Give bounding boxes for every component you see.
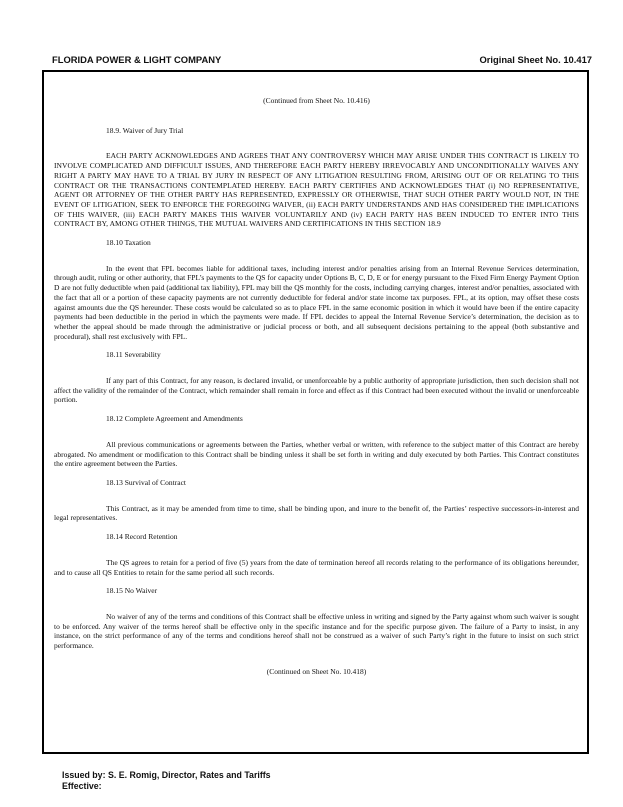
company-name: FLORIDA POWER & LIGHT COMPANY [52,54,222,65]
effective-date: Effective: [62,781,102,791]
document-body [54,96,579,676]
section-body-18-12: All previous communications or agreements between the Parties, whether verbal or written, with reference to the subject matter of this Contract are hereby abrogated. No amendment or modification to this Contract shall be binding unless it shall be set forth in writing and duly executed by both Parties. This Contract constitutes the entire agreement between the Parties. [54,439,579,469]
section-body-18-9: EACH PARTY ACKNOWLEDGES AND AGREES THAT ANY CONTROVERSY WHICH MAY ARISE UNDER THIS CONTRACT IS LIKELY TO INVOLVE COMPLICATED AND DIFFICULT ISSUES, AND THEREFORE EACH PARTY HEREBY IRREVOCABLY AND UNCONDITIONALLY WAIVES ANY RIGHT A PARTY MAY HAVE TO A TRIAL BY JURY IN RESPECT OF ANY LITIGATION RESULTING FROM, ARISING OUT OF OR RELATING TO THIS CONTRACT OR THE TRANSACTIONS CONTEMPLATED HEREBY. EACH PARTY CERTIFIES AND ACKNOWLEDGES THAT (i) NO REPRESENTATIVE, AGENT OR ATTORNEY OF THE OTHER PARTY HAS REPRESENTED, EXPRESSLY OR OTHERWISE, THAT SUCH OTHER PARTY WOULD NOT, IN THE EVENT OF LITIGATION, SEEK TO ENFORCE THE FOREGOING WAIVER, (ii) EACH PARTY UNDERSTANDS AND HAS CONSIDERED THE IMPLICATIONS OF THIS WAIVER, (iii) EACH PARTY MAKES THIS WAIVER VOLUNTARILY AND (iv) EACH PARTY HAS BEEN INDUCED TO ENTER INTO THIS CONTRACT BY, AMONG OTHER THINGS, THE MUTUAL WAIVERS AND CERTIFICATIONS IN THIS SECTION 18.9 [54,151,579,229]
section-heading-18-13: 18.13 Survival of Contract [106,477,186,487]
sheet-number: Original Sheet No. 10.417 [479,54,592,65]
section-body-18-14: The QS agrees to retain for a period of five (5) years from the date of termination hereof all records relating to the performance of its obligations hereunder, and to cause all QS Entities to retain for the same period all such records. [54,557,579,577]
section-heading-18-10: 18.10 Taxation [106,238,151,248]
section-body-18-11: If any part of this Contract, for any reason, is declared invalid, or unenforceable by a public authority of appropriate jurisdiction, then such decision shall not affect the validity of the remainder of the Contract, which remainder shall remain in force and effect as if this Contract had been executed without the invalid or unenforceable portion. [54,376,579,405]
section-body-18-10: In the event that FPL becomes liable for additional taxes, including interest and/or penalties arising from an Internal Revenue Services determination, through audit, ruling or other authority, that FPL’s payments to the QS for capacity under Options B, C, D, E or for energy pursuant to the Fixed Firm Energy Payment Option D are not fully deductible when paid (additional tax liability), FPL may bill the QS monthly for the costs, including carrying charges, interest and/or penalties, associated with the fact that all or a portion of these capacity payments are not currently deductible for federal and/or state income tax purposes. FPL, at its option, may offset these costs against amounts due the QS hereunder. These costs would be calculated so as to place FPL in the same economic position in which it would have been if the entire capacity payments had been deductible in the period in which the payments were made. If FPL decides to appeal the Internal Revenue Service’s determination, the decision as to whether the appeal should be made through the administrative or judicial process or both, and all subsequent decisions pertaining to the appeal (both substantive and procedural), shall rest exclusively with FPL. [54,263,579,341]
continued-on: (Continued on Sheet No. 10.418) [266,666,367,676]
section-heading-18-12: 18.12 Complete Agreement and Amendments [106,414,243,424]
section-body-18-15: No waiver of any of the terms and conditions of this Contract shall be effective unless in writing and signed by the Party against whom such waiver is sought to be enforced. Any waiver of the terms hereof shall be effective only in the specific instance and for the specific purpose given. The failure of a Party to insist, in any instance, on the strict performance of any of the terms and conditions hereof shall not be construed as a waiver of such Party’s right in the future to insist on such strict performance. [54,611,579,651]
section-heading-18-15: 18.15 No Waiver [106,586,158,596]
section-body-18-13: This Contract, as it may be amended from time to time, shall be binding upon, and inure to the benefit of, the Parties’ respective successors-in-interest and legal representatives. [54,503,579,523]
section-heading-18-9: 18.9. Waiver of Jury Trial [106,125,184,135]
continued-from: (Continued from Sheet No. 10.416) [263,96,370,105]
section-heading-18-11: 18.11 Severability [106,350,161,360]
section-heading-18-14: 18.14 Record Retention [106,532,178,542]
issued-by: Issued by: S. E. Romig, Director, Rates and Tariffs [62,770,271,780]
